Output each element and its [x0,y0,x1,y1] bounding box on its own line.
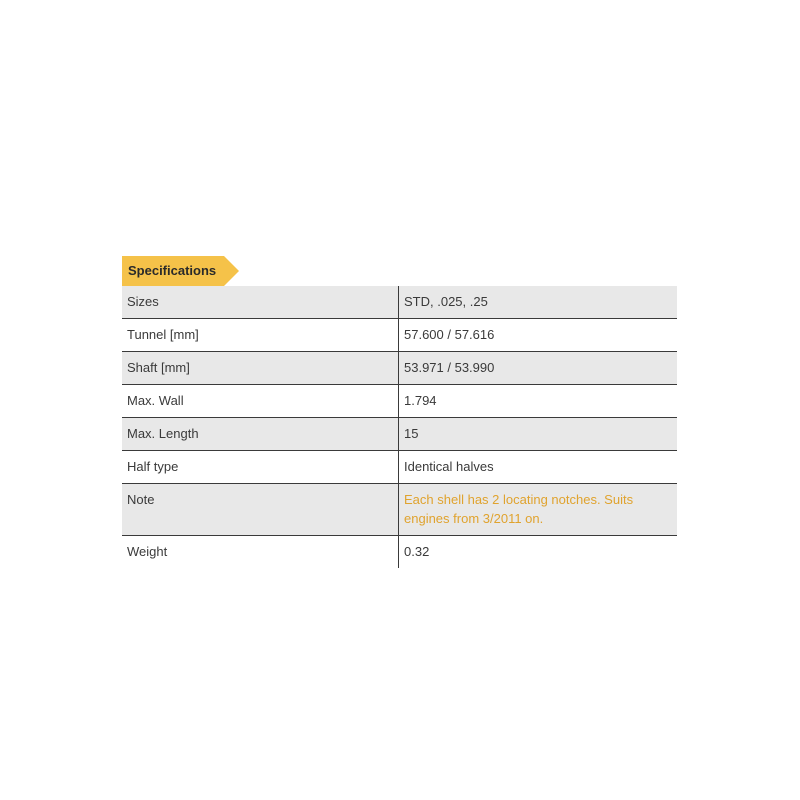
row-value: Identical halves [399,451,678,484]
table-row-max-wall [122,385,677,418]
row-value: 0.32 [404,544,430,559]
row-value: 57.600 / 57.616 [399,319,678,352]
table-row-sizes [122,286,677,319]
table-row-max-length [122,418,677,451]
row-label: Half type [122,451,399,484]
table-row-half-type [122,451,677,484]
row-label: Weight [122,536,399,569]
row-value-note: Each shell has 2 locating notches. Suits engines from 3/2011 on. [399,484,678,536]
specifications-section [122,256,677,568]
row-label: Sizes [122,286,399,319]
table-row-shaft [122,352,677,385]
row-label: Tunnel [mm] [122,319,399,352]
row-value: 15 [399,418,678,451]
table-row-weight [122,536,677,569]
row-label: Shaft [mm] [122,352,399,385]
specifications-tab: Specifications [122,256,224,286]
row-label: Max. Wall [122,385,399,418]
row-label: Max. Length [122,418,399,451]
table-row-tunnel [122,319,677,352]
row-value: 1.794 [399,385,678,418]
row-value: STD, .025, .25 [399,286,678,319]
table-row-note [122,484,677,536]
specifications-table [122,286,677,568]
row-value: 53.971 / 53.990 [399,352,678,385]
row-label: Note [122,484,399,536]
